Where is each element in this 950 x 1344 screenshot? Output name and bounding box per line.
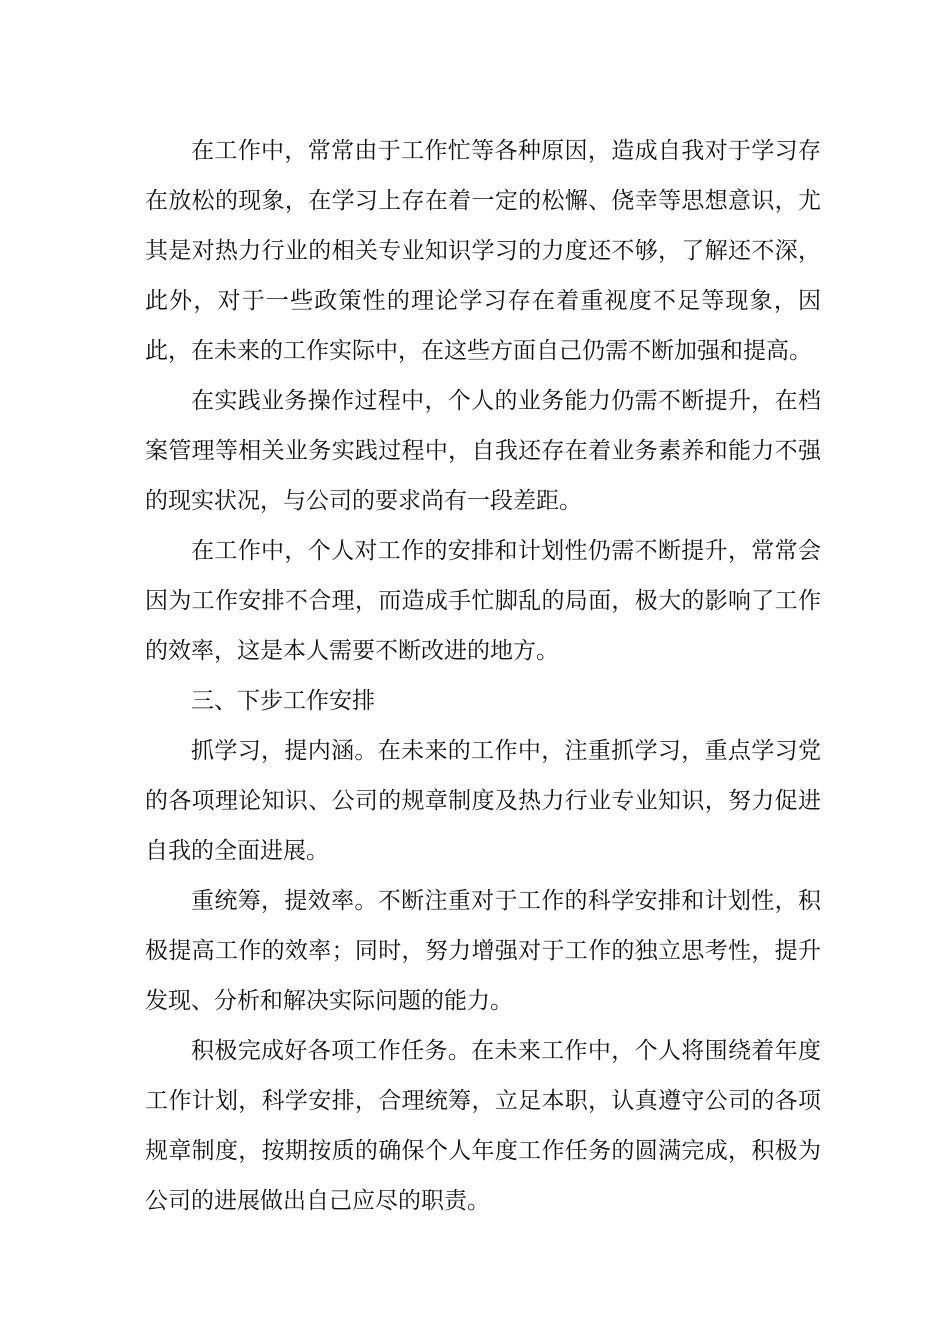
paragraph-efficiency-plan: 重统筹，提效率。不断注重对于工作的科学安排和计划性，积极提高工作的效率；同时，努力增强对于工作的独立思考性，提升发现、分析和解决实际问题的能力。 — [145, 888, 821, 1014]
paragraph-work-planning: 在工作中，个人对工作的安排和计划性仍需不断提升，常常会因为工作安排不合理，而造成手忙脚乱的局面，极大的影响了工作的效率，这是本人需要不断改进的地方。 — [145, 538, 821, 664]
paragraph-task-completion: 积极完成好各项工作任务。在未来工作中，个人将围绕着年度工作计划，科学安排，合理统筹，立足本职，认真遵守公司的各项规章制度，按期按质的确保个人年度工作任务的圆满完成，积极为公司的进展做出自己应尽的职责。 — [145, 1038, 821, 1214]
document-body — [145, 126, 821, 1226]
section-heading-next-steps: 三、下步工作安排 — [191, 688, 375, 714]
paragraph-study-plan: 抓学习，提内涵。在未来的工作中，注重抓学习，重点学习党的各项理论知识、公司的规章制度及热力行业专业知识，努力促进自我的全面进展。 — [145, 738, 821, 864]
paragraph-business-ability: 在实践业务操作过程中，个人的业务能力仍需不断提升，在档案管理等相关业务实践过程中，自我还存在着业务素养和能力不强的现实状况，与公司的要求尚有一段差距。 — [145, 388, 821, 514]
paragraph-study-shortcomings: 在工作中，常常由于工作忙等各种原因，造成自我对于学习存在放松的现象，在学习上存在着一定的松懈、侥幸等思想意识，尤其是对热力行业的相关专业知识学习的力度还不够，了解还不深，此外，对于一些政策性的理论学习存在着重视度不足等现象，因此，在未来的工作实际中，在这些方面自己仍需不断加强和提高。 — [145, 138, 821, 364]
